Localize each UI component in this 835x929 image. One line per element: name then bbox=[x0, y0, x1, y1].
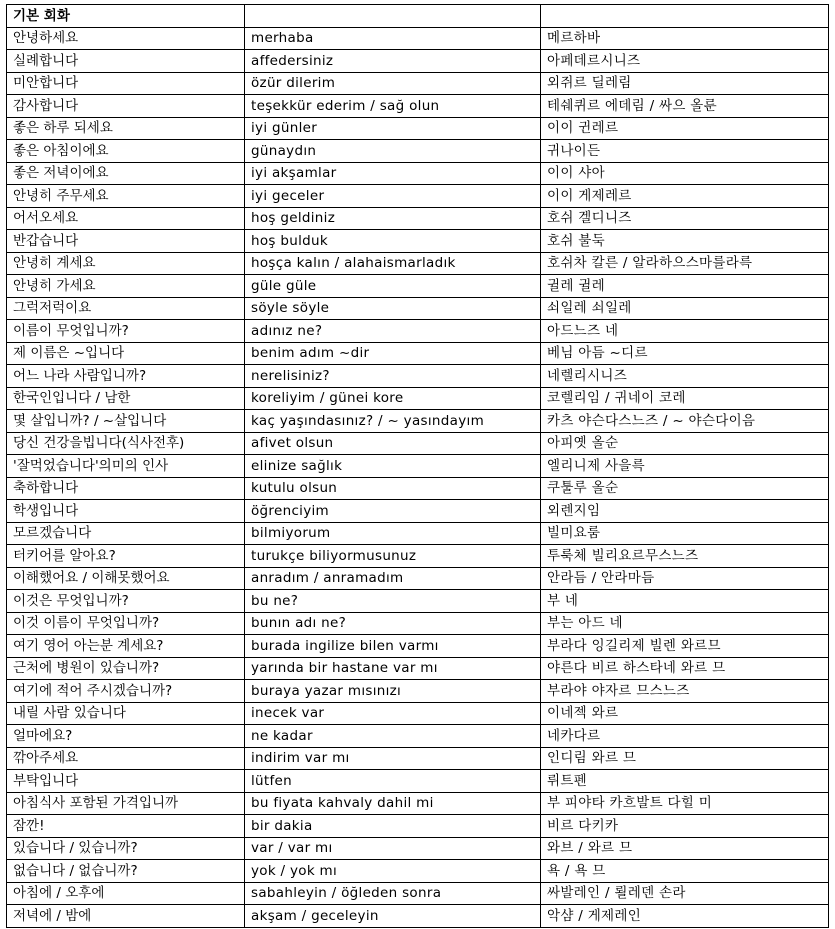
korean-cell bbox=[7, 680, 245, 703]
pronunciation-cell bbox=[541, 387, 829, 410]
korean-cell bbox=[7, 747, 245, 770]
table-row bbox=[7, 297, 829, 320]
table-row bbox=[7, 882, 829, 905]
korean-cell bbox=[7, 905, 245, 928]
turkish-cell bbox=[245, 815, 541, 838]
korean-cell bbox=[7, 455, 245, 478]
korean-text: 안녕히 계세요 bbox=[13, 255, 96, 272]
pronunciation-cell bbox=[541, 117, 829, 140]
turkish-cell bbox=[245, 185, 541, 208]
korean-text: 실례합니다 bbox=[13, 52, 79, 69]
table-row bbox=[7, 770, 829, 793]
turkish-text: teşekkür ederim / sağ olun bbox=[251, 97, 440, 114]
korean-text: 이해했어요 / 이해못했어요 bbox=[13, 570, 170, 587]
korean-cell bbox=[7, 230, 245, 253]
turkish-cell bbox=[245, 680, 541, 703]
korean-cell bbox=[7, 162, 245, 185]
pronunciation-text: 부는 아드 네 bbox=[547, 615, 623, 632]
korean-cell bbox=[7, 72, 245, 95]
table-header-row bbox=[7, 5, 829, 28]
pronunciation-cell bbox=[541, 815, 829, 838]
korean-text: 당신 건강을빕니다(식사전후) bbox=[13, 435, 185, 452]
pronunciation-cell bbox=[541, 905, 829, 928]
pronunciation-cell bbox=[541, 545, 829, 568]
table-row bbox=[7, 860, 829, 883]
korean-text: 어서오세요 bbox=[13, 210, 79, 227]
pronunciation-text: 비르 다키카 bbox=[547, 817, 619, 834]
turkish-text: bilmiyorum bbox=[251, 525, 331, 542]
table-title-cell bbox=[7, 5, 245, 28]
turkish-text: bunın adı ne? bbox=[251, 615, 347, 632]
korean-text: 여기 영어 아는분 계세요? bbox=[13, 637, 164, 654]
pronunciation-text: 쇠일레 쇠일레 bbox=[547, 300, 632, 317]
table-row bbox=[7, 837, 829, 860]
korean-cell bbox=[7, 252, 245, 275]
pronunciation-text: 네렐리시니즈 bbox=[547, 367, 628, 384]
table-row bbox=[7, 140, 829, 163]
korean-cell bbox=[7, 95, 245, 118]
turkish-text: inecek var bbox=[251, 705, 325, 722]
korean-text: 부탁입니다 bbox=[13, 772, 79, 789]
korean-cell bbox=[7, 50, 245, 73]
turkish-text: indirim var mı bbox=[251, 750, 350, 767]
header-cell-turkish bbox=[245, 5, 541, 28]
korean-text: 그럭저럭이요 bbox=[13, 300, 92, 317]
pronunciation-cell bbox=[541, 252, 829, 275]
pronunciation-cell bbox=[541, 140, 829, 163]
pronunciation-cell bbox=[541, 275, 829, 298]
pronunciation-cell bbox=[541, 522, 829, 545]
table-row bbox=[7, 95, 829, 118]
table-row bbox=[7, 725, 829, 748]
pronunciation-cell bbox=[541, 680, 829, 703]
pronunciation-text: 악샴 / 게제레인 bbox=[547, 907, 642, 924]
turkish-text: sabahleyin / öğleden sonra bbox=[251, 885, 442, 902]
korean-text: 이것 이름이 무엇입니까? bbox=[13, 615, 160, 632]
korean-text: 근처에 병원이 있습니까? bbox=[13, 660, 160, 677]
korean-cell bbox=[7, 545, 245, 568]
pronunciation-cell bbox=[541, 747, 829, 770]
header-cell-pronunciation bbox=[541, 5, 829, 28]
table-row bbox=[7, 185, 829, 208]
pronunciation-text: 부 피야타 카흐발트 다힐 미 bbox=[547, 795, 713, 812]
table-row bbox=[7, 567, 829, 590]
pronunciation-text: 귀나이든 bbox=[547, 142, 601, 159]
table-row bbox=[7, 792, 829, 815]
phrase-table-body bbox=[7, 5, 829, 928]
korean-cell bbox=[7, 702, 245, 725]
korean-text: 좋은 아침이에요 bbox=[13, 142, 109, 159]
korean-text: 이것은 무엇입니까? bbox=[13, 592, 129, 609]
korean-cell bbox=[7, 860, 245, 883]
turkish-text: benim adım ~dir bbox=[251, 345, 370, 362]
pronunciation-cell bbox=[541, 725, 829, 748]
pronunciation-cell bbox=[541, 50, 829, 73]
korean-text: 있습니다 / 있습니까? bbox=[13, 840, 138, 857]
turkish-text: affedersiniz bbox=[251, 52, 334, 69]
pronunciation-cell bbox=[541, 590, 829, 613]
korean-cell bbox=[7, 590, 245, 613]
table-row bbox=[7, 905, 829, 928]
turkish-text: nerelisiniz? bbox=[251, 367, 330, 384]
pronunciation-text: 귈레 귈레 bbox=[547, 277, 605, 294]
turkish-text: akşam / geceleyin bbox=[251, 907, 379, 924]
turkish-text: ne kadar bbox=[251, 727, 313, 744]
korean-cell bbox=[7, 185, 245, 208]
pronunciation-text: 싸발레인 / 뢸레덴 손라 bbox=[547, 885, 686, 902]
turkish-cell bbox=[245, 905, 541, 928]
pronunciation-text: 쿠툴루 올순 bbox=[547, 480, 619, 497]
turkish-cell bbox=[245, 230, 541, 253]
turkish-text: özür dilerim bbox=[251, 75, 336, 92]
korean-text: 몇 살입니까? / ~살입니다 bbox=[13, 412, 167, 429]
turkish-cell bbox=[245, 792, 541, 815]
pronunciation-text: 투룩체 빌리요르무스느즈 bbox=[547, 547, 699, 564]
pronunciation-text: 안라듬 / 안라마듬 bbox=[547, 570, 655, 587]
turkish-cell bbox=[245, 410, 541, 433]
pronunciation-cell bbox=[541, 230, 829, 253]
korean-cell bbox=[7, 815, 245, 838]
pronunciation-text: 엘리니제 사을륵 bbox=[547, 457, 645, 474]
table-row bbox=[7, 522, 829, 545]
korean-cell bbox=[7, 387, 245, 410]
pronunciation-cell bbox=[541, 72, 829, 95]
korean-text: 좋은 저녁이에요 bbox=[13, 165, 109, 182]
pronunciation-text: 이이 귄레르 bbox=[547, 120, 619, 137]
turkish-cell bbox=[245, 252, 541, 275]
table-row bbox=[7, 252, 829, 275]
korean-cell bbox=[7, 567, 245, 590]
turkish-text: afivet olsun bbox=[251, 435, 334, 452]
turkish-text: öğrenciyim bbox=[251, 502, 330, 519]
turkish-cell bbox=[245, 657, 541, 680]
korean-cell bbox=[7, 342, 245, 365]
turkish-cell bbox=[245, 612, 541, 635]
korean-cell bbox=[7, 612, 245, 635]
turkish-text: buraya yazar mısınızı bbox=[251, 682, 402, 699]
pronunciation-text: 이이 샤아 bbox=[547, 165, 605, 182]
korean-cell bbox=[7, 432, 245, 455]
korean-text: 내릴 사람 있습니다 bbox=[13, 705, 126, 722]
table-row bbox=[7, 342, 829, 365]
korean-cell bbox=[7, 365, 245, 388]
korean-cell bbox=[7, 140, 245, 163]
turkish-text: güle güle bbox=[251, 277, 317, 294]
pronunciation-text: 부라다 잉길리제 빌렌 와르므 bbox=[547, 637, 721, 654]
turkish-text: kutulu olsun bbox=[251, 480, 338, 497]
korean-text: 깎아주세요 bbox=[13, 750, 79, 767]
pronunciation-text: 코렐리임 / 귀네이 코레 bbox=[547, 390, 686, 407]
pronunciation-cell bbox=[541, 860, 829, 883]
pronunciation-text: 테쉐퀴르 에데림 / 싸으 올룬 bbox=[547, 97, 717, 114]
turkish-text: elinize sağlık bbox=[251, 457, 343, 474]
korean-cell bbox=[7, 410, 245, 433]
pronunciation-cell bbox=[541, 882, 829, 905]
turkish-cell bbox=[245, 522, 541, 545]
turkish-text: iyi günler bbox=[251, 120, 318, 137]
korean-text: 안녕하세요 bbox=[13, 30, 79, 47]
turkish-text: anradım / anramadım bbox=[251, 570, 404, 587]
pronunciation-text: 베님 아듬 ~디르 bbox=[547, 345, 648, 362]
table-row bbox=[7, 545, 829, 568]
pronunciation-cell bbox=[541, 432, 829, 455]
turkish-cell bbox=[245, 432, 541, 455]
table-row bbox=[7, 27, 829, 50]
table-row bbox=[7, 455, 829, 478]
pronunciation-text: 욕 / 욕 므 bbox=[547, 862, 606, 879]
turkish-cell bbox=[245, 882, 541, 905]
turkish-cell bbox=[245, 500, 541, 523]
turkish-text: bu fiyata kahvaly dahil mi bbox=[251, 795, 434, 812]
turkish-cell bbox=[245, 567, 541, 590]
turkish-cell bbox=[245, 747, 541, 770]
pronunciation-text: 이네젝 와르 bbox=[547, 705, 619, 722]
korean-text: '잘먹었습니다'의미의 인사 bbox=[13, 457, 169, 474]
turkish-cell bbox=[245, 365, 541, 388]
table-row bbox=[7, 365, 829, 388]
korean-cell bbox=[7, 725, 245, 748]
turkish-text: günaydın bbox=[251, 142, 317, 159]
korean-text: 아침식사 포함된 가격입니까 bbox=[13, 795, 179, 812]
table-row bbox=[7, 207, 829, 230]
pronunciation-text: 인디림 와르 므 bbox=[547, 750, 637, 767]
pronunciation-cell bbox=[541, 207, 829, 230]
korean-cell bbox=[7, 882, 245, 905]
korean-text: 감사합니다 bbox=[13, 97, 79, 114]
pronunciation-text: 카츠 야슨다스느즈 / ~ 야슨다이음 bbox=[547, 412, 756, 429]
turkish-cell bbox=[245, 72, 541, 95]
turkish-cell bbox=[245, 387, 541, 410]
korean-cell bbox=[7, 500, 245, 523]
korean-text: 좋은 하루 되세요 bbox=[13, 120, 113, 137]
table-row bbox=[7, 387, 829, 410]
turkish-cell bbox=[245, 140, 541, 163]
turkish-text: bu ne? bbox=[251, 592, 299, 609]
korean-text: 학생입니다 bbox=[13, 502, 79, 519]
turkish-text: kaç yaşındasınız? / ~ yasındayım bbox=[251, 412, 485, 429]
turkish-text: hoş bulduk bbox=[251, 232, 328, 249]
korean-text: 안녕히 주무세요 bbox=[13, 187, 109, 204]
korean-text: 이름이 무엇입니까? bbox=[13, 322, 129, 339]
korean-text: 어느 나라 사람입니까? bbox=[13, 367, 147, 384]
turkish-cell bbox=[245, 207, 541, 230]
korean-text: 얼마에요? bbox=[13, 727, 73, 744]
table-row bbox=[7, 747, 829, 770]
table-row bbox=[7, 320, 829, 343]
korean-cell bbox=[7, 207, 245, 230]
turkish-cell bbox=[245, 297, 541, 320]
pronunciation-text: 이이 게제레르 bbox=[547, 187, 632, 204]
table-row bbox=[7, 657, 829, 680]
korean-text: 미안합니다 bbox=[13, 75, 79, 92]
turkish-cell bbox=[245, 477, 541, 500]
table-row bbox=[7, 702, 829, 725]
turkish-cell bbox=[245, 342, 541, 365]
korean-cell bbox=[7, 27, 245, 50]
pronunciation-text: 아피옛 올순 bbox=[547, 435, 619, 452]
table-row bbox=[7, 50, 829, 73]
korean-cell bbox=[7, 320, 245, 343]
pronunciation-cell bbox=[541, 320, 829, 343]
table-row bbox=[7, 680, 829, 703]
pronunciation-text: 와브 / 와르 므 bbox=[547, 840, 633, 857]
korean-cell bbox=[7, 837, 245, 860]
phrase-table bbox=[6, 4, 829, 928]
turkish-text: bir dakia bbox=[251, 817, 313, 834]
pronunciation-cell bbox=[541, 477, 829, 500]
turkish-cell bbox=[245, 50, 541, 73]
turkish-text: turukçe biliyormusunuz bbox=[251, 547, 417, 564]
pronunciation-text: 부라야 야자르 므스느즈 bbox=[547, 682, 690, 699]
korean-cell bbox=[7, 477, 245, 500]
pronunciation-cell bbox=[541, 297, 829, 320]
pronunciation-text: 아드느즈 네 bbox=[547, 322, 619, 339]
pronunciation-cell bbox=[541, 635, 829, 658]
turkish-cell bbox=[245, 590, 541, 613]
korean-cell bbox=[7, 792, 245, 815]
korean-text: 여기에 적어 주시겠습니까? bbox=[13, 682, 173, 699]
pronunciation-text: 뤼트펜 bbox=[547, 772, 588, 789]
turkish-text: var / var mı bbox=[251, 840, 333, 857]
pronunciation-text: 메르하바 bbox=[547, 30, 601, 47]
korean-cell bbox=[7, 117, 245, 140]
korean-cell bbox=[7, 770, 245, 793]
turkish-cell bbox=[245, 837, 541, 860]
table-row bbox=[7, 72, 829, 95]
pronunciation-text: 호쉬 불둑 bbox=[547, 232, 605, 249]
pronunciation-cell bbox=[541, 410, 829, 433]
korean-text: 안녕히 가세요 bbox=[13, 277, 96, 294]
table-row bbox=[7, 815, 829, 838]
table-row bbox=[7, 162, 829, 185]
pronunciation-cell bbox=[541, 365, 829, 388]
korean-text: 제 이름은 ~입니다 bbox=[13, 345, 125, 362]
turkish-text: iyi geceler bbox=[251, 187, 325, 204]
turkish-text: yok / yok mı bbox=[251, 862, 338, 879]
table-row bbox=[7, 230, 829, 253]
table-row bbox=[7, 590, 829, 613]
turkish-text: adınız ne? bbox=[251, 322, 323, 339]
pronunciation-cell bbox=[541, 27, 829, 50]
korean-text: 아침에 / 오후에 bbox=[13, 885, 105, 902]
korean-cell bbox=[7, 635, 245, 658]
table-row bbox=[7, 275, 829, 298]
pronunciation-cell bbox=[541, 702, 829, 725]
korean-text: 축하합니다 bbox=[13, 480, 79, 497]
pronunciation-text: 빌미요룸 bbox=[547, 525, 601, 542]
turkish-cell bbox=[245, 320, 541, 343]
korean-text: 반갑습니다 bbox=[13, 232, 79, 249]
korean-text: 한국인입니다 / 남한 bbox=[13, 390, 131, 407]
pronunciation-cell bbox=[541, 455, 829, 478]
table-row bbox=[7, 477, 829, 500]
pronunciation-cell bbox=[541, 500, 829, 523]
pronunciation-cell bbox=[541, 837, 829, 860]
table-title: 기본 회화 bbox=[13, 7, 70, 24]
pronunciation-text: 외렌지임 bbox=[547, 502, 601, 519]
korean-text: 모르겠습니다 bbox=[13, 525, 92, 542]
pronunciation-cell bbox=[541, 342, 829, 365]
turkish-text: söyle söyle bbox=[251, 300, 330, 317]
turkish-text: iyi akşamlar bbox=[251, 165, 337, 182]
pronunciation-text: 야른다 비르 하스타네 와르 므 bbox=[547, 660, 726, 677]
pronunciation-cell bbox=[541, 162, 829, 185]
pronunciation-text: 호쉬 겔디니즈 bbox=[547, 210, 632, 227]
turkish-text: koreliyim / günei kore bbox=[251, 390, 404, 407]
table-row bbox=[7, 410, 829, 433]
table-row bbox=[7, 635, 829, 658]
turkish-cell bbox=[245, 27, 541, 50]
korean-text: 잠깐! bbox=[13, 817, 45, 834]
turkish-cell bbox=[245, 275, 541, 298]
turkish-cell bbox=[245, 635, 541, 658]
turkish-cell bbox=[245, 770, 541, 793]
turkish-cell bbox=[245, 725, 541, 748]
turkish-cell bbox=[245, 702, 541, 725]
korean-text: 저녁에 / 밤에 bbox=[13, 907, 92, 924]
korean-cell bbox=[7, 657, 245, 680]
turkish-text: lütfen bbox=[251, 772, 293, 789]
pronunciation-text: 부 네 bbox=[547, 592, 579, 609]
pronunciation-text: 외쥐르 딜레림 bbox=[547, 75, 632, 92]
table-row bbox=[7, 432, 829, 455]
turkish-text: merhaba bbox=[251, 30, 314, 47]
pronunciation-text: 아페데르시니즈 bbox=[547, 52, 641, 69]
table-row bbox=[7, 117, 829, 140]
pronunciation-cell bbox=[541, 657, 829, 680]
pronunciation-text: 호쉬차 칼른 / 알라하으스마를라륵 bbox=[547, 255, 753, 272]
turkish-text: hoş geldiniz bbox=[251, 210, 336, 227]
korean-text: 터키어를 알아요? bbox=[13, 547, 116, 564]
table-row bbox=[7, 612, 829, 635]
korean-cell bbox=[7, 522, 245, 545]
turkish-cell bbox=[245, 860, 541, 883]
pronunciation-cell bbox=[541, 612, 829, 635]
korean-text: 없습니다 / 없습니까? bbox=[13, 862, 138, 879]
pronunciation-cell bbox=[541, 567, 829, 590]
turkish-cell bbox=[245, 455, 541, 478]
turkish-cell bbox=[245, 545, 541, 568]
turkish-text: burada ingilize bilen varmı bbox=[251, 637, 439, 654]
turkish-text: yarında bir hastane var mı bbox=[251, 660, 438, 677]
korean-cell bbox=[7, 275, 245, 298]
pronunciation-cell bbox=[541, 770, 829, 793]
pronunciation-cell bbox=[541, 792, 829, 815]
turkish-cell bbox=[245, 95, 541, 118]
turkish-cell bbox=[245, 162, 541, 185]
pronunciation-text: 네카다르 bbox=[547, 727, 601, 744]
pronunciation-cell bbox=[541, 95, 829, 118]
table-row bbox=[7, 500, 829, 523]
turkish-cell bbox=[245, 117, 541, 140]
turkish-text: hoşça kalın / alahaismarladık bbox=[251, 255, 456, 272]
pronunciation-cell bbox=[541, 185, 829, 208]
korean-cell bbox=[7, 297, 245, 320]
